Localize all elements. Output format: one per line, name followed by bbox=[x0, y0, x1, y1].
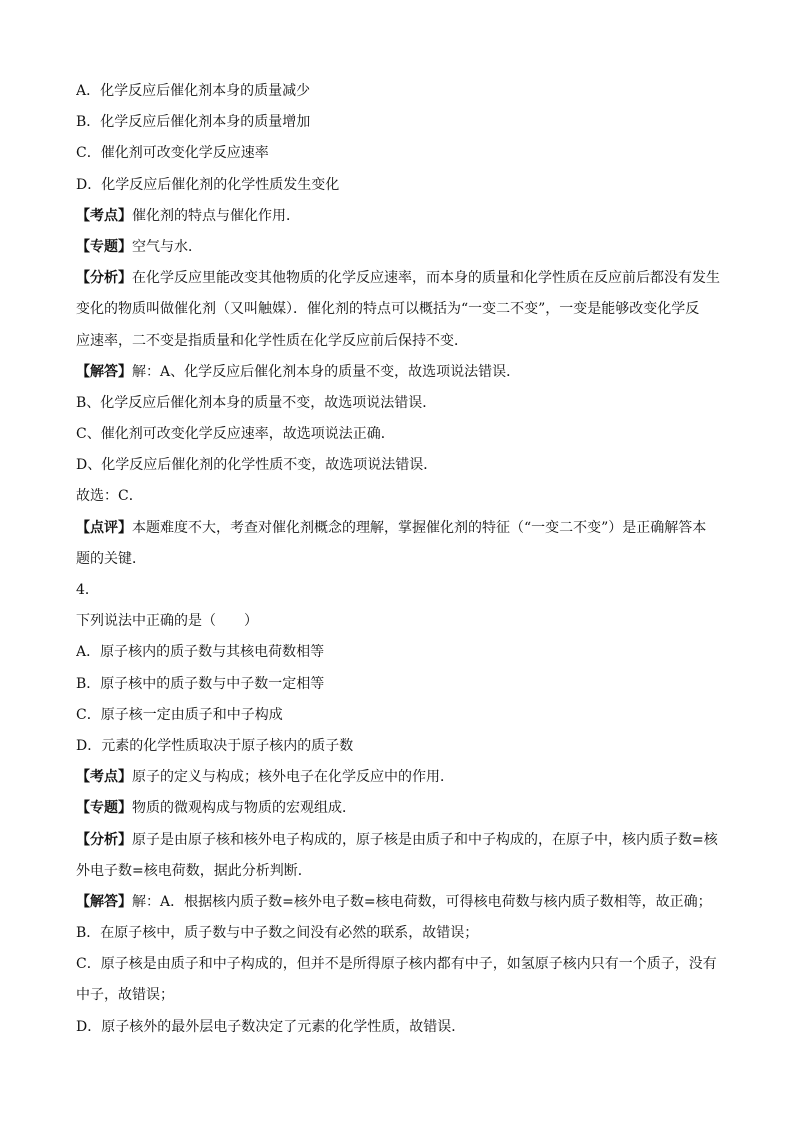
zhuanti-tag: 【专题】 bbox=[76, 238, 132, 255]
q4-kaodian bbox=[76, 765, 726, 796]
document-content bbox=[76, 79, 726, 1046]
q4-option-b: B．原子核中的质子数与中子数一定相等 bbox=[76, 675, 325, 692]
jieda-text: 解：A．根据核内质子数=核外电子数=核电荷数，可得核电荷数与核内质子数相等，故正确； bbox=[132, 893, 712, 910]
kaodian-text: 催化剂的特点与催化作用． bbox=[132, 207, 300, 224]
q3-option-c: C．催化剂可改变化学反应速率 bbox=[76, 145, 269, 162]
q4-stem: 下列说法中正确的是（ ） bbox=[76, 613, 258, 630]
q4-jieda-line-4: 中子，故错误； bbox=[76, 987, 174, 1004]
q4-jieda-line-1 bbox=[76, 890, 726, 921]
q3-fenxi-line-2: 变化的物质叫做催化剂（又叫触媒）．催化剂的特点可以概括为“一变二不变”，一变是能够改变化学反 bbox=[76, 301, 700, 318]
q3-option-d: D．化学反应后催化剂的化学性质发生变化 bbox=[76, 176, 340, 193]
jieda-tag: 【解答】 bbox=[76, 363, 132, 380]
q3-dianping-line-2: 题的关键． bbox=[76, 550, 146, 567]
q4-option-d: D．元素的化学性质取决于原子核内的质子数 bbox=[76, 737, 354, 754]
q3-option-b: B．化学反应后催化剂本身的质量增加 bbox=[76, 114, 311, 131]
q3-option-a: A．化学反应后催化剂本身的质量减少 bbox=[76, 83, 311, 99]
q4-jieda-line-2: B．在原子核中，质子数与中子数之间没有必然的联系，故错误； bbox=[76, 925, 479, 942]
q3-answer: 故选：C． bbox=[76, 488, 143, 505]
q3-kaodian bbox=[76, 204, 726, 235]
q3-zhuanti bbox=[76, 235, 726, 266]
jieda-tag: 【解答】 bbox=[76, 893, 132, 910]
zhuanti-text: 空气与水． bbox=[132, 238, 202, 255]
dianping-tag: 【点评】 bbox=[76, 519, 132, 536]
q4-jieda-line-3: C．原子核是由质子和中子构成的，但并不是所得原子核内都有中子，如氢原子核内只有一个质子，没有 bbox=[76, 956, 717, 973]
kaodian-tag: 【考点】 bbox=[76, 769, 132, 786]
q3-jieda-line-2: B、化学反应后催化剂本身的质量不变，故选项说法错误． bbox=[76, 394, 437, 411]
q4-zhuanti bbox=[76, 796, 726, 827]
jieda-text: 解：A、化学反应后催化剂本身的质量不变，故选项说法错误． bbox=[132, 363, 521, 380]
q4-option-a: A．原子核内的质子数与其核电荷数相等 bbox=[76, 644, 325, 661]
q4-fenxi-line-1 bbox=[76, 828, 726, 859]
fenxi-text: 在化学反应里能改变其他物质的化学反应速率，而本身的质量和化学性质在反应前后都没有发生 bbox=[132, 270, 720, 287]
q3-fenxi-line-1 bbox=[76, 266, 726, 297]
q3-fenxi-line-3: 应速率，二不变是指质量和化学性质在化学反应前后保持不变． bbox=[76, 332, 468, 349]
q4-number: 4． bbox=[76, 582, 99, 598]
kaodian-tag: 【考点】 bbox=[76, 207, 132, 224]
q3-jieda-line-4: D、化学反应后催化剂的化学性质不变，故选项说法错误． bbox=[76, 457, 438, 474]
fenxi-text: 原子是由原子核和核外电子构成的，原子核是由质子和中子构成的，在原子中，核内质子数=核 bbox=[132, 831, 718, 848]
kaodian-text: 原子的定义与构成；核外电子在化学反应中的作用． bbox=[132, 769, 454, 786]
q4-option-c: C．原子核一定由质子和中子构成 bbox=[76, 706, 283, 723]
dianping-text: 本题难度不大，考查对催化剂概念的理解，掌握催化剂的特征（“一变二不变”）是正确解答本 bbox=[132, 519, 707, 536]
zhuanti-tag: 【专题】 bbox=[76, 800, 132, 817]
zhuanti-text: 物质的微观构成与物质的宏观组成． bbox=[132, 800, 356, 817]
q4-jieda-line-5: D．原子核外的最外层电子数决定了元素的化学性质，故错误． bbox=[76, 1018, 466, 1035]
q3-jieda-line-1 bbox=[76, 360, 726, 391]
fenxi-tag: 【分析】 bbox=[76, 270, 132, 287]
q3-jieda-line-3: C、催化剂可改变化学反应速率，故选项说法正确． bbox=[76, 426, 395, 443]
q3-dianping-line-1 bbox=[76, 516, 726, 547]
fenxi-tag: 【分析】 bbox=[76, 831, 132, 848]
q4-fenxi-line-2: 外电子数=核电荷数，据此分析判断． bbox=[76, 862, 312, 879]
